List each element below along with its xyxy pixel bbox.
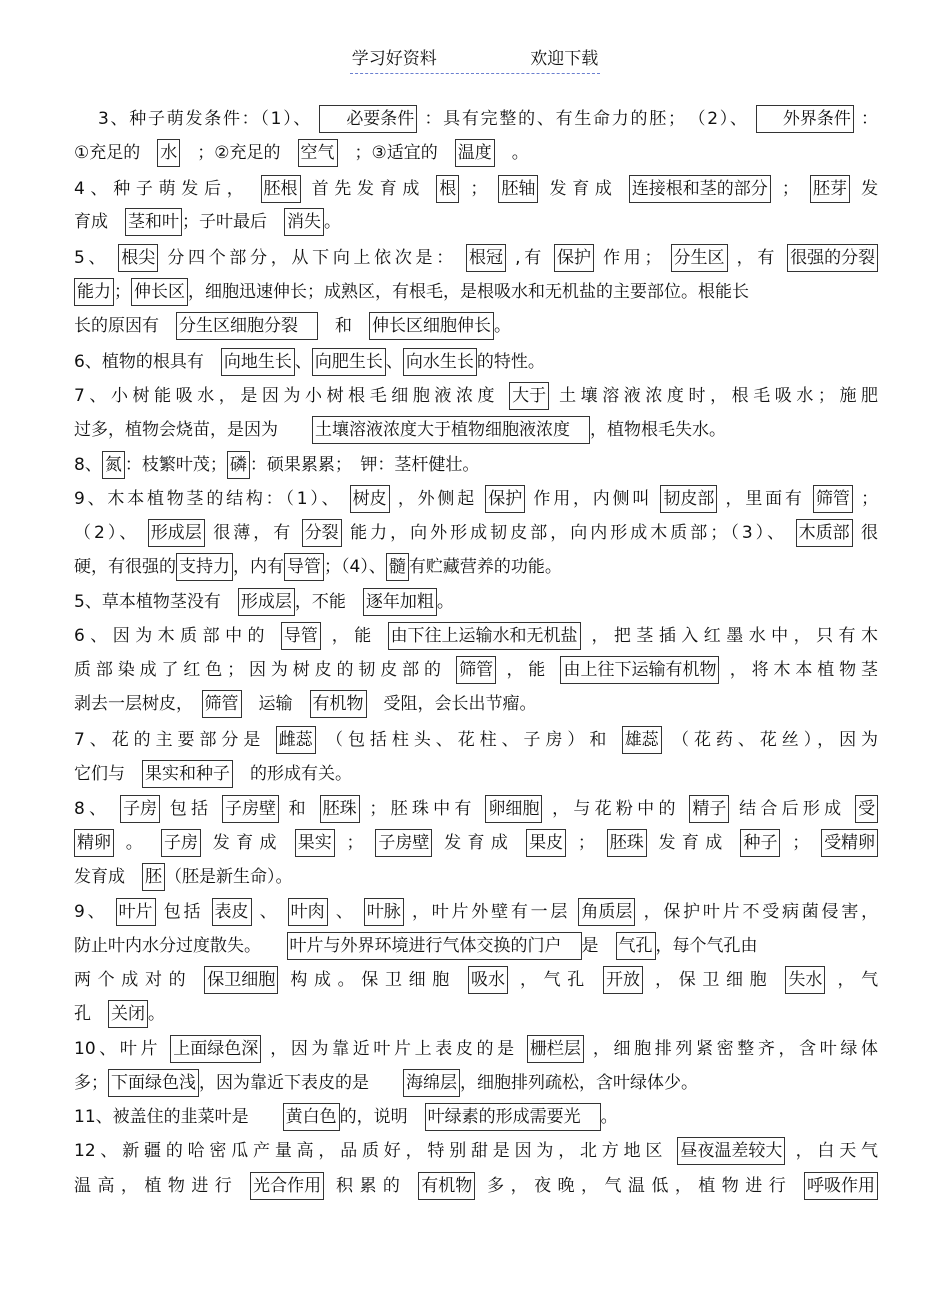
text-run: 土壤溶液浓度时，根毛吸水；施肥 [559, 386, 879, 406]
text-run: 长的原因有 [74, 316, 176, 336]
text-run: ，气 [837, 970, 879, 990]
text-line [74, 1102, 878, 1132]
answer-box: 必要条件 [319, 105, 417, 133]
text-run: ，细胞排列紧密整齐，含叶绿体 [592, 1039, 879, 1059]
text-run: ①充足的 [74, 143, 158, 163]
answer-box: 保护 [554, 244, 594, 272]
answer-box: 能力 [74, 278, 114, 306]
text-run: 4、种子萌发后， [74, 179, 250, 199]
answer-box: 茎和叶 [125, 208, 182, 236]
text-line [74, 207, 878, 237]
answer-box: 保护 [485, 485, 525, 513]
answer-box: 分生区细胞分裂 [176, 312, 318, 340]
answer-box: 光合作用 [250, 1172, 324, 1200]
text-line [74, 174, 878, 204]
text-line [74, 725, 878, 755]
answer-box: 连接根和茎的部分 [629, 175, 771, 203]
text-run: ；③适宜的 [337, 143, 455, 163]
text-line [74, 1171, 878, 1201]
answer-box: 呼吸作用 [804, 1172, 878, 1200]
answer-box: 水 [157, 139, 180, 167]
answer-box: 伸长区 [131, 278, 188, 306]
text-run: ； [792, 833, 810, 853]
answer-box: 木质部 [796, 519, 853, 547]
answer-box: 外界条件 [756, 105, 854, 133]
answer-box: 雄蕊 [622, 726, 662, 754]
answer-box: 分裂 [302, 519, 342, 547]
text-run: 。 [494, 316, 511, 336]
text-run: ，保护叶片不受病菌侵害， [643, 902, 879, 922]
answer-box: 由上往下运输有机物 [560, 656, 719, 684]
text-line [74, 138, 878, 168]
text-run: 很薄，有 [213, 523, 294, 543]
text-line [74, 347, 878, 377]
text-run: ，气孔 [520, 970, 591, 990]
answer-box: 叶绿素的形成需要光 [425, 1103, 601, 1131]
answer-box: 关闭 [108, 1000, 148, 1028]
text-run: 的特性。 [476, 352, 545, 372]
text-line [74, 621, 878, 651]
text-run: 孔 [74, 1004, 108, 1024]
text-run: ； [577, 833, 595, 853]
text-run: 。 [324, 212, 341, 232]
answer-box: 气孔 [616, 932, 656, 960]
text-run: ；（4）、 [324, 557, 386, 577]
answer-box: 导管 [284, 553, 324, 581]
answer-box: 伸长区细胞伸长 [369, 312, 494, 340]
text-run: 6、因为木质部中的 [74, 626, 270, 646]
text-run: 有贮藏营养的功能。 [408, 557, 562, 577]
answer-box: 氮 [102, 451, 125, 479]
answer-box: 下面绿色浅 [108, 1069, 199, 1097]
text-line [74, 828, 878, 858]
answer-box: 逐年加粗 [363, 588, 437, 616]
text-run: 首先发育成 [311, 179, 426, 199]
text-line [74, 689, 878, 719]
text-line [74, 450, 878, 480]
text-run: 发 [861, 179, 879, 199]
text-run: 构成。保卫细胞 [290, 970, 456, 990]
text-run: （花药、花丝），因为 [672, 730, 879, 750]
text-line [74, 484, 878, 514]
text-line [74, 965, 878, 995]
text-run: ，叶片外壁有一层 [412, 902, 571, 922]
text-run: 运输 [241, 694, 310, 714]
text-run: 7、花的主要部分是 [74, 730, 266, 750]
answer-box: 向水生长 [403, 348, 477, 376]
answer-box: 形成层 [148, 519, 205, 547]
text-run: ； [114, 282, 131, 302]
answer-box: 上面绿色深 [170, 1035, 261, 1063]
answer-box: 叶片与外界环境进行气体交换的门户 [287, 932, 582, 960]
answer-box: 叶脉 [364, 898, 404, 926]
text-run: 、 [385, 352, 403, 372]
text-run: （包括柱头、花柱、子房）和 [326, 730, 612, 750]
text-run: ，里面有 [725, 489, 805, 509]
text-run: 多，夜晚，气温低，植物进行 [487, 1176, 793, 1196]
text-run: ，与花粉中的 [552, 799, 680, 819]
text-line [74, 794, 878, 824]
text-run: ； [470, 179, 488, 199]
text-line [74, 759, 878, 789]
answer-box: 温度 [455, 139, 495, 167]
text-run: 发育成 [74, 867, 142, 887]
answer-box: 卵细胞 [485, 795, 542, 823]
text-run: 质部染成了红色；因为树皮的韧皮部的 [74, 660, 446, 680]
text-line [74, 587, 878, 617]
answer-box: 子房 [161, 829, 201, 857]
text-run: 很 [861, 523, 879, 543]
text-line [74, 552, 878, 582]
text-run: 的，说明 [339, 1107, 425, 1127]
text-run: 6、植物的根具有 [74, 352, 221, 372]
answer-box: 根冠 [466, 244, 506, 272]
text-run: 5、 [74, 248, 110, 268]
text-run: 9、木本植物茎的结构：（1）、 [74, 489, 342, 509]
text-run: 。 [148, 1004, 165, 1024]
answer-box: 海绵层 [403, 1069, 460, 1097]
answer-box: 胚芽 [810, 175, 850, 203]
answer-box: 形成层 [238, 588, 295, 616]
answer-box: 子房壁 [222, 795, 279, 823]
text-run: ，外侧起 [397, 489, 477, 509]
text-run: 。 [600, 1107, 618, 1127]
text-run: 温高，植物进行 [74, 1176, 239, 1196]
answer-box: 栅栏层 [527, 1035, 584, 1063]
text-line [74, 862, 878, 892]
text-run: ，细胞迅速伸长；成熟区，有根毛，是根吸水和无机盐的主要部位。根能长 [188, 282, 749, 302]
answer-box: 子房壁 [375, 829, 432, 857]
answer-box: 角质层 [578, 898, 635, 926]
answer-box: 树皮 [350, 485, 390, 513]
answer-box: 土壤溶液浓度大于植物细胞液浓度 [312, 416, 590, 444]
text-run: ： [861, 109, 878, 129]
text-line [74, 1034, 878, 1064]
text-run: 包括 [163, 902, 204, 922]
text-run: 11、被盖住的韭菜叶是 [74, 1107, 283, 1127]
answer-box: 韧皮部 [660, 485, 717, 513]
text-run: ，将木本植物茎 [729, 660, 878, 680]
text-run: ,有 [515, 248, 545, 268]
answer-box: 胚珠 [320, 795, 360, 823]
answer-box: 吸水 [468, 966, 508, 994]
text-run: ；子叶最后 [182, 212, 284, 232]
answer-box: 果实和种子 [142, 760, 233, 788]
answer-box: 胚珠 [607, 829, 647, 857]
text-run: 积累的 [336, 1176, 407, 1196]
answer-box: 向地生长 [221, 348, 295, 376]
text-run: 和 [288, 799, 310, 819]
text-run: （2）、 [74, 523, 140, 543]
text-line [74, 655, 878, 685]
answer-box: 髓 [386, 553, 409, 581]
answer-box: 失水 [785, 966, 825, 994]
answer-box: 向肥生长 [312, 348, 386, 376]
text-run: 和 [318, 316, 369, 336]
text-run: 9、 [74, 902, 108, 922]
text-run: 、 [335, 902, 356, 922]
text-run: 。 [125, 833, 150, 853]
text-line [74, 1136, 878, 1166]
text-run: 剥去一层树皮， [74, 694, 202, 714]
text-run: ； [781, 179, 799, 199]
answer-box: 很强的分裂 [787, 244, 878, 272]
text-run: 多； [74, 1073, 108, 1093]
text-run: 5、草本植物茎没有 [74, 592, 238, 612]
text-run: 12、新疆的哈密瓜产量高，品质好，特别甜是因为，北方地区 [74, 1141, 668, 1161]
answer-box: 胚轴 [498, 175, 538, 203]
header-left-text: 学习好资料 [351, 49, 437, 69]
header-underline [350, 44, 600, 74]
text-run: 。 [494, 143, 529, 163]
answer-box: 分生区 [671, 244, 728, 272]
answer-box: 筛管 [813, 485, 853, 513]
text-run: ，不能 [294, 592, 363, 612]
text-run: ，内有 [233, 557, 284, 577]
answer-box: 叶片 [116, 898, 156, 926]
text-run: 10、叶片 [74, 1039, 162, 1059]
answer-box: 支持力 [176, 553, 233, 581]
text-run: 发育成 [444, 833, 515, 853]
answer-box: 胚根 [261, 175, 301, 203]
answer-box: 胚 [142, 863, 165, 891]
text-run: ，能 [331, 626, 377, 646]
text-run: ，植物根毛失水。 [590, 420, 726, 440]
answer-box: 大于 [509, 382, 549, 410]
answer-box: 根尖 [118, 244, 158, 272]
answer-box: 雌蕊 [276, 726, 316, 754]
text-run: ，保卫细胞 [655, 970, 774, 990]
answer-box: 果实 [295, 829, 335, 857]
text-run: ；②充足的 [180, 143, 298, 163]
text-run: ，每个气孔由 [655, 936, 758, 956]
answer-box: 磷 [227, 451, 250, 479]
text-line [74, 415, 878, 445]
text-line [74, 381, 878, 411]
text-run: 过多，植物会烧苗，是因为 [74, 420, 312, 440]
answer-box: 昼夜温差较大 [677, 1137, 785, 1165]
text-run: 是 [581, 936, 616, 956]
answer-box: 保卫细胞 [204, 966, 278, 994]
text-run: 育成 [74, 212, 125, 232]
text-run: 作用，内侧叫 [533, 489, 653, 509]
text-run: 两个成对的 [74, 970, 193, 990]
page-header [0, 44, 950, 74]
text-run: 。 [436, 592, 454, 612]
text-line [74, 1068, 878, 1098]
text-run: 结合后形成 [739, 799, 846, 819]
answer-box: 由下往上运输水和无机盐 [388, 622, 581, 650]
answer-box: 导管 [281, 622, 321, 650]
answer-box: 表皮 [212, 898, 252, 926]
answer-box: 精卵 [74, 829, 114, 857]
answer-box: 空气 [298, 139, 338, 167]
text-line [74, 277, 878, 307]
text-run: 分四个部分，从下向上依次是： [167, 248, 457, 268]
answer-box: 有机物 [310, 690, 367, 718]
text-run: ，因为靠近下表皮的是 [199, 1073, 403, 1093]
text-run: ，能 [506, 660, 551, 680]
text-run: ：硕果累累； 钾：茎杆健壮。 [249, 455, 480, 475]
text-run: ； [346, 833, 364, 853]
answer-box: 消失 [284, 208, 324, 236]
text-run: 发育成 [549, 179, 618, 199]
answer-box: 开放 [603, 966, 643, 994]
text-run: 防止叶内水分过度散失。 [74, 936, 287, 956]
text-run: ，白天气 [795, 1141, 878, 1161]
text-run: ；胚珠中有 [369, 799, 476, 819]
text-run: ：具有完整的、有生命力的胚； （2）、 [424, 109, 749, 129]
text-run: （胚是新生命）。 [165, 867, 293, 887]
answer-box: 黄白色 [283, 1103, 340, 1131]
text-run: 发育成 [658, 833, 729, 853]
text-run: 作用； [603, 248, 662, 268]
text-run: 8、 [74, 799, 111, 819]
text-line [74, 999, 878, 1029]
text-run: ，因为靠近叶片上表皮的是 [270, 1039, 518, 1059]
text-run: 它们与 [74, 764, 142, 784]
answer-box: 果皮 [526, 829, 566, 857]
text-run: 、 [259, 902, 280, 922]
answer-box: 精子 [689, 795, 729, 823]
text-run: ：枝繁叶茂； [124, 455, 227, 475]
answer-box: 有机物 [418, 1172, 475, 1200]
text-run: 硬，有很强的 [74, 557, 176, 577]
answer-box: 受精卵 [821, 829, 878, 857]
text-line [74, 243, 878, 273]
text-line [74, 311, 878, 341]
text-line [74, 897, 878, 927]
text-run: ； [861, 489, 879, 509]
answer-box: 叶肉 [288, 898, 328, 926]
text-run: 7、小树能吸水，是因为小树根毛细胞液浓度 [74, 386, 500, 406]
text-run: 能力，向外形成韧皮部，向内形成木质部；（3）、 [350, 523, 788, 543]
text-line [74, 518, 878, 548]
text-run: ，把茎插入红墨水中，只有木 [591, 626, 879, 646]
text-run: 8、 [74, 455, 102, 475]
answer-box: 根 [436, 175, 459, 203]
text-run: ，有 [736, 248, 779, 268]
header-right-text: 欢迎下载 [530, 49, 599, 69]
text-run: 3、种子萌发条件：（1）、 [98, 109, 313, 129]
text-run: 发育成 [212, 833, 283, 853]
text-run: 、 [294, 352, 312, 372]
answer-box: 种子 [740, 829, 780, 857]
text-run: ，细胞排列疏松，含叶绿体少。 [460, 1073, 698, 1093]
answer-box: 筛管 [456, 656, 496, 684]
text-run: 受阻，会长出节瘤。 [366, 694, 537, 714]
text-line [74, 104, 878, 134]
answer-box: 受 [855, 795, 878, 823]
answer-box: 子房 [120, 795, 160, 823]
text-run: 的形成有关。 [233, 764, 352, 784]
text-run: 包括 [169, 799, 213, 819]
text-line [74, 931, 878, 961]
answer-box: 筛管 [202, 690, 242, 718]
